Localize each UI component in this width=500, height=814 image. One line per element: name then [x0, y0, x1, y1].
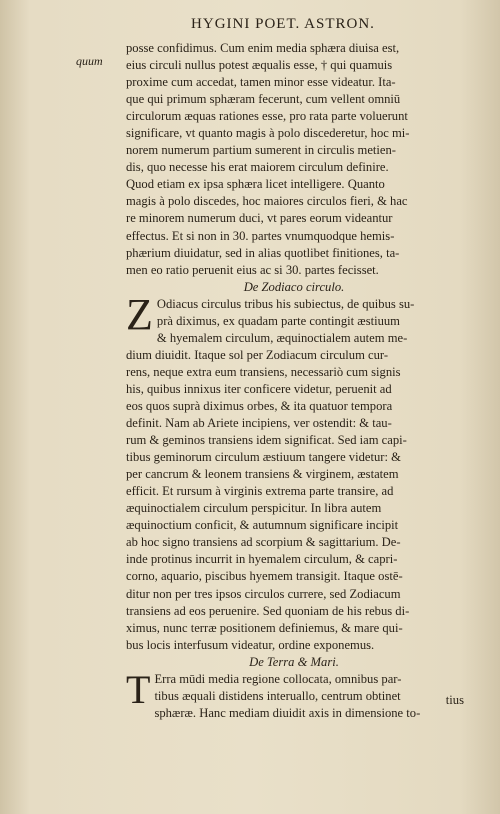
text-line: rum & geminos transiens idem significat. Sed iam capi-: [126, 433, 407, 448]
text-line: definit. Nam ab Ariete incipiens, ver ostendit: & tau-: [126, 416, 392, 431]
text-line: phærium diuidatur, sed in alias quotlibet finitiones, ta-: [126, 245, 400, 260]
text-line: his, quibus innixus iter conficere videtur, peruenit ad: [126, 381, 392, 396]
text-line: eos quos suprà diximus orbes, & ita quatuor tempora: [126, 398, 393, 413]
paragraph-zodiac: [126, 289, 462, 654]
text-line: inde protinus incurrit in hyemalem circulum, & capri-: [126, 552, 398, 567]
text-line: magis à polo discedes, hoc maiores circulos fieri, & hac: [126, 194, 408, 209]
text-line: Erra mūdi media regione collocata, omnibus par-: [154, 671, 402, 686]
text-line: efficit. Et rursum à virginis extrema parte transire, ad: [126, 484, 394, 499]
text-line: sphæræ. Hanc mediam diuidit axis in dimensione to-: [154, 705, 421, 720]
section-heading-zodiac: De Zodiaco circulo.: [243, 279, 345, 294]
drop-cap: Z: [126, 289, 153, 339]
text-line: bus locis interfusum videatur, ordine exponemus.: [126, 637, 375, 652]
text-line: men eo ratio peruenit eius ac si 30. partes fecisset.: [126, 262, 379, 277]
text-line: & hyemalem circulum, æquinoctialem autem me-: [156, 330, 408, 345]
text-line: effectus. Et si non in 30. partes vnumquodque hemis-: [126, 228, 395, 243]
margin-note: quum: [76, 54, 103, 68]
text-line: per cancrum & leonem transiens & virginem, æstatem: [126, 467, 399, 482]
text-line: dis, quo necesse his erat maiorem circulum definire.: [126, 160, 389, 175]
text-line: ab hoc signo transiens ad scorpium & sagittarium. De-: [126, 535, 401, 550]
text-line: eius circuli nullus potest æqualis esse, † qui quamuis: [126, 58, 393, 73]
text-line: Odiacus circulus tribus his subiectus, de quibus su-: [156, 296, 415, 311]
text-line: æquinoctialem circulum perspicitur. In libra autem: [126, 501, 382, 516]
text-block: [126, 40, 462, 722]
text-line: corno, aquario, piscibus hyemem transigit. Itaque ostē-: [126, 569, 403, 584]
text-line: transiens ad eos peruenire. Sed quoniam de his rebus di-: [126, 603, 410, 618]
text-line: significare, vt quanto magis à polo discederetur, hoc mi-: [126, 126, 410, 141]
catchword: tius: [445, 693, 464, 707]
text-line: æquinoctium conficit, & autumnum significare incipit: [126, 518, 399, 533]
text-line: tibus æquali distidens interuallo, centrum obtinet: [154, 688, 401, 703]
text-line: tibus geminorum circulum æstiuum tangere videtur: &: [126, 450, 401, 465]
text-line: que qui primum sphæram fecerunt, cum vellent omniū: [126, 92, 401, 107]
section-heading-terra: De Terra & Mari.: [249, 654, 339, 669]
text-line: prà diximus, ex quadam parte contingit æstiuum: [156, 313, 400, 328]
text-line: Quod etiam ex ipsa sphæra licet intelligere. Quanto: [126, 177, 385, 192]
text-line: norem numerum partium sumerent in circulis metien-: [126, 143, 396, 158]
text-line: dium diuidit. Itaque sol per Zodiacum circulum cur-: [126, 347, 389, 362]
text-line: ditur non per tres ipsos circulos currere, sed Zodiacum: [126, 586, 401, 601]
text-line: re minorem numerum duci, vt pares eorum videantur: [126, 211, 393, 226]
paragraph-top: [126, 40, 462, 279]
text-line: posse confidimus. Cum enim media sphæra diuisa est,: [126, 41, 400, 55]
paragraph-terra: [126, 666, 462, 722]
text-line: proxime cum accedat, tamen minor esse videatur. Ita-: [126, 75, 396, 90]
text-line: rens, neque extra eum transiens, necessariò cum signis: [126, 364, 401, 379]
running-head: HYGINI POET. ASTRON.: [191, 16, 375, 32]
text-line: ximus, nunc terræ positionem definiemus, & mare qui-: [126, 620, 403, 635]
text-line: circulorum æquas rationes esse, pro rata parte voluerunt: [126, 109, 408, 124]
drop-cap: T: [126, 666, 151, 712]
